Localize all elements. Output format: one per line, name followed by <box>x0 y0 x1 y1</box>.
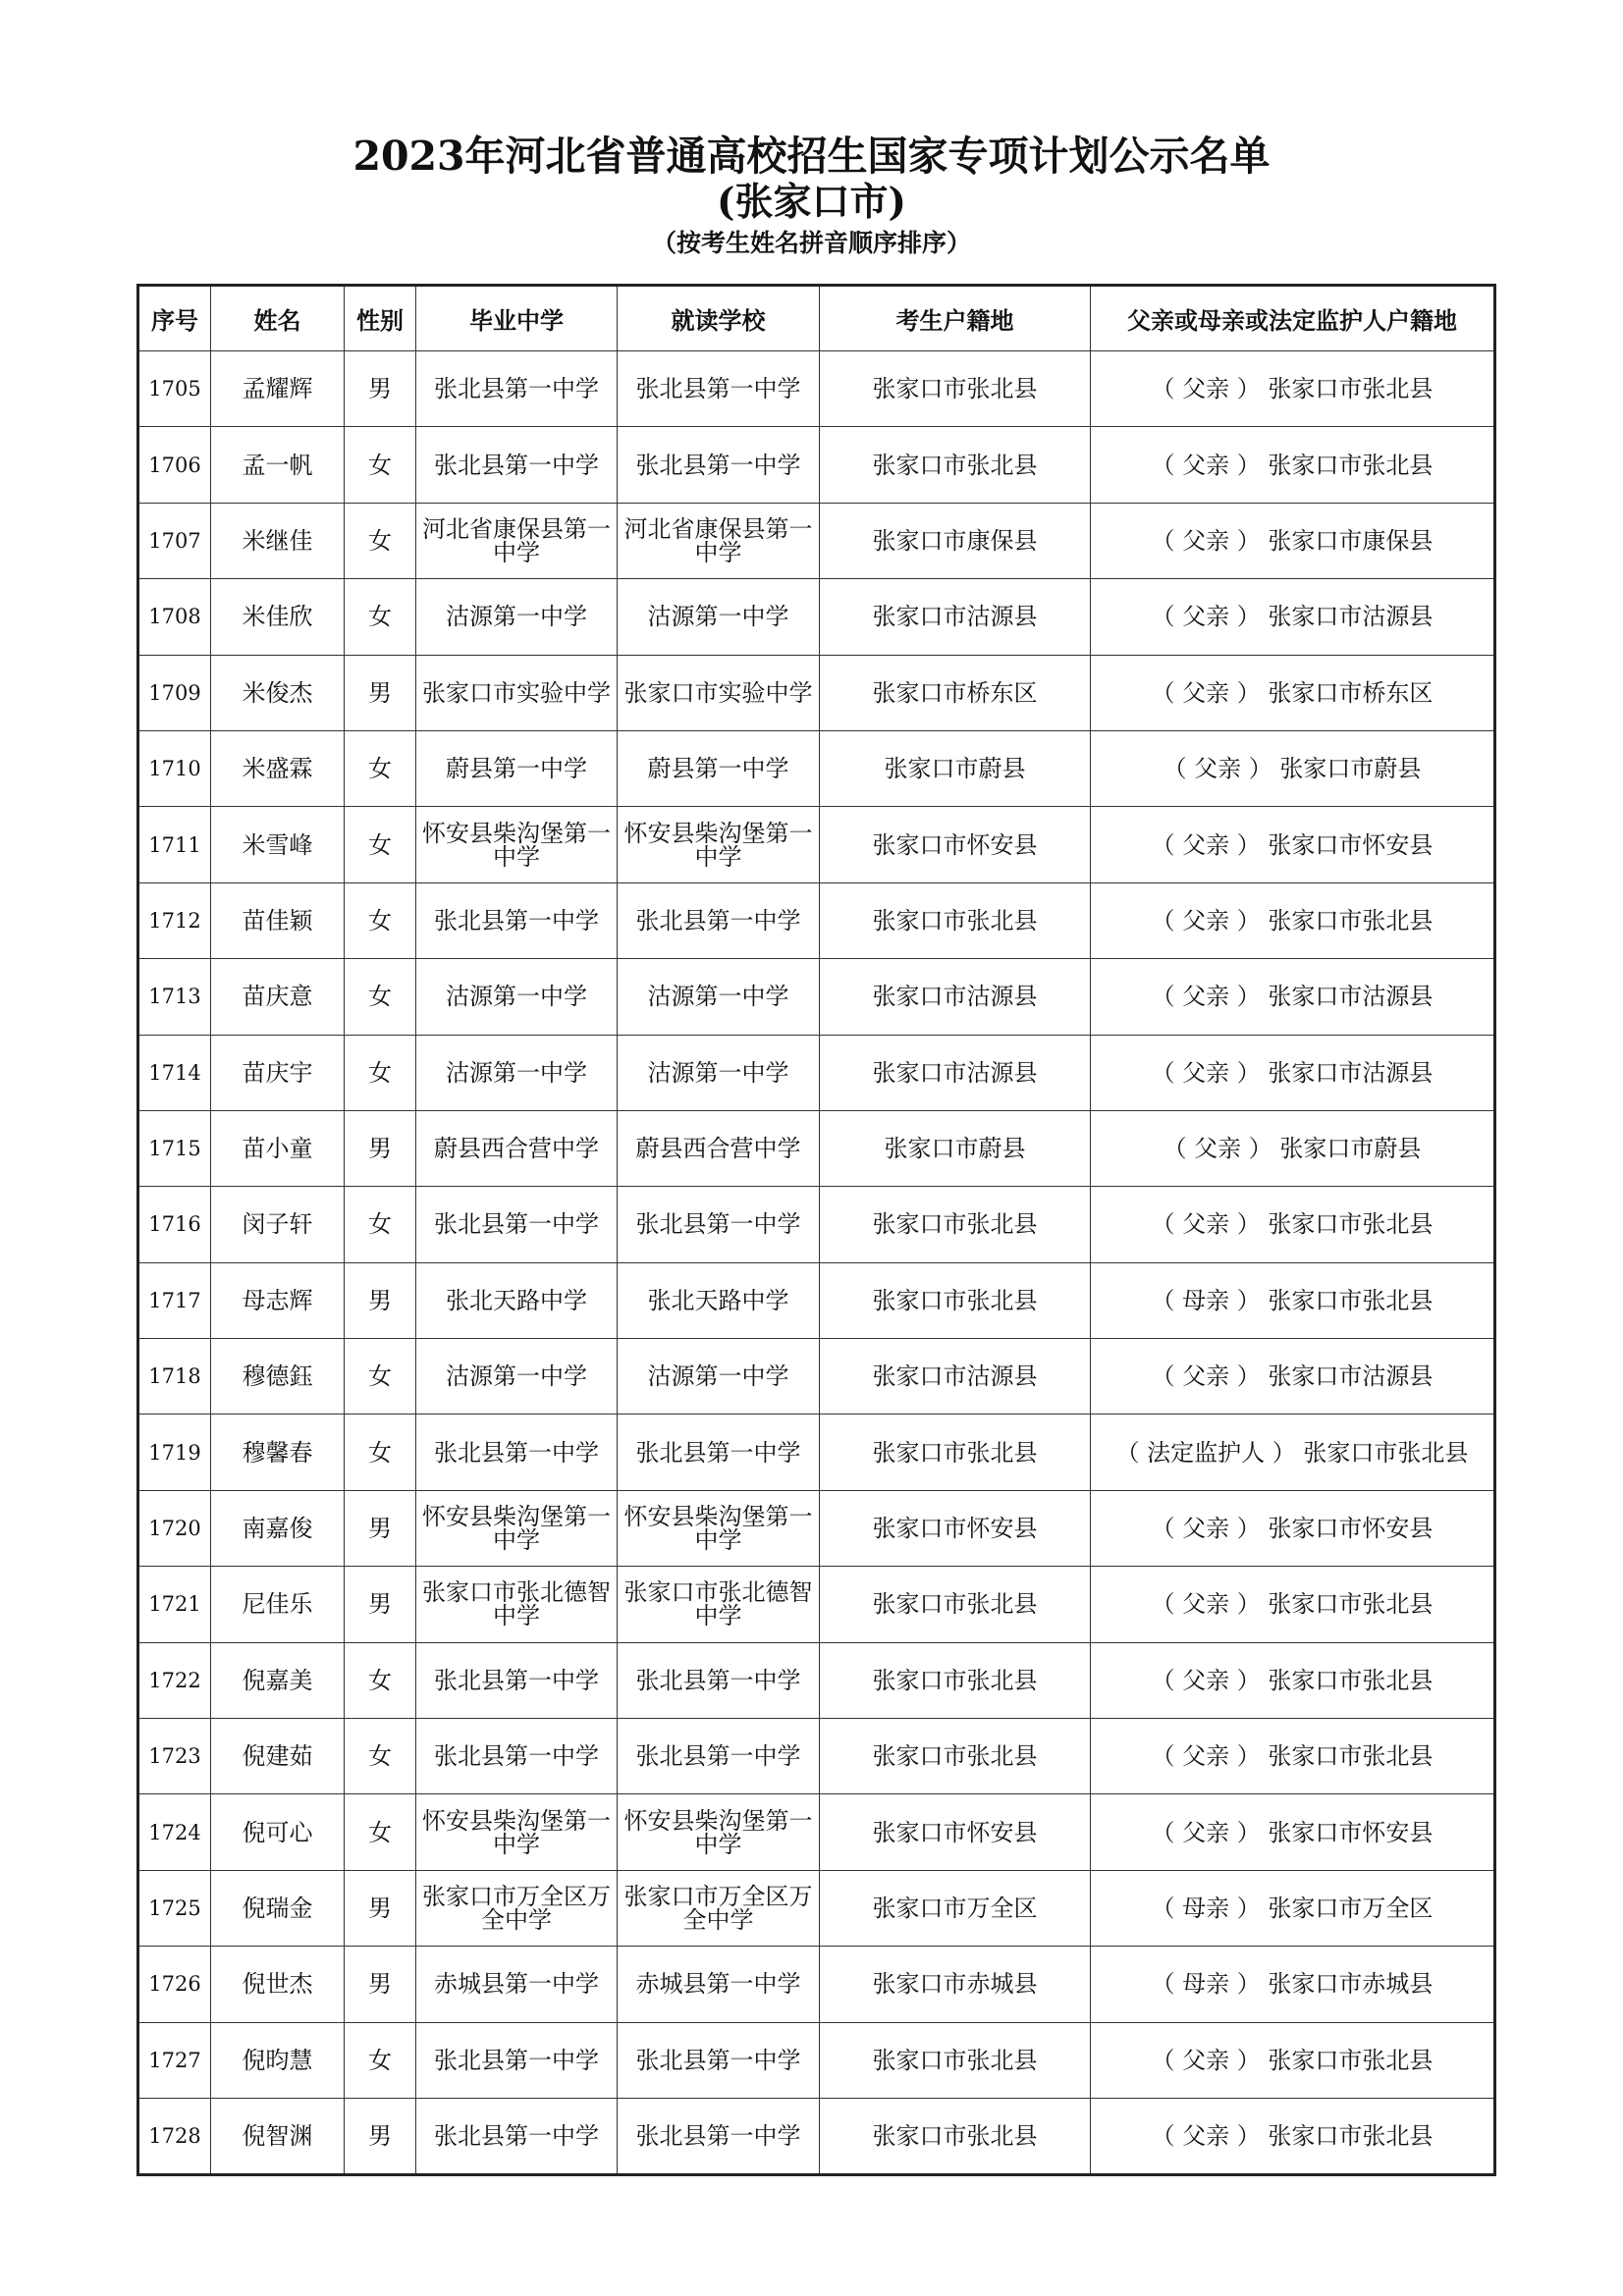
table-row <box>138 1870 1495 1946</box>
header-current-school: 就读学校 <box>618 286 820 351</box>
cell-guardian-hukou: （ 父亲 ） 张家口市张北县 <box>1091 2022 1495 2098</box>
cell-serial: 1710 <box>138 730 211 806</box>
cell-student-hukou: 张家口市赤城县 <box>820 1947 1091 2022</box>
cell-gender: 男 <box>345 2098 416 2174</box>
cell-student-hukou: 张家口市张北县 <box>820 351 1091 427</box>
cell-name: 苗佳颖 <box>211 882 345 958</box>
cell-name: 倪建茹 <box>211 1719 345 1794</box>
cell-graduated-school: 蔚县第一中学 <box>416 730 618 806</box>
cell-student-hukou: 张家口市蔚县 <box>820 730 1091 806</box>
cell-current-school: 张北县第一中学 <box>618 882 820 958</box>
cell-current-school: 赤城县第一中学 <box>618 1947 820 2022</box>
table-row <box>138 1719 1495 1794</box>
cell-serial: 1720 <box>138 1490 211 1566</box>
cell-guardian-hukou: （ 父亲 ） 张家口市张北县 <box>1091 882 1495 958</box>
cell-graduated-school: 张北县第一中学 <box>416 1719 618 1794</box>
cell-name: 倪昀慧 <box>211 2022 345 2098</box>
sort-note: （按考生姓名拼音顺序排序） <box>651 229 971 257</box>
cell-serial: 1716 <box>138 1187 211 1262</box>
header-serial: 序号 <box>138 286 211 351</box>
cell-graduated-school: 张北县第一中学 <box>416 1642 618 1718</box>
cell-gender: 女 <box>345 1794 416 1870</box>
cell-current-school: 张北天路中学 <box>618 1262 820 1338</box>
cell-serial: 1723 <box>138 1719 211 1794</box>
cell-name: 闵子轩 <box>211 1187 345 1262</box>
cell-student-hukou: 张家口市张北县 <box>820 427 1091 503</box>
cell-guardian-hukou: （ 父亲 ） 张家口市张北县 <box>1091 1187 1495 1262</box>
cell-graduated-school: 赤城县第一中学 <box>416 1947 618 2022</box>
cell-current-school: 怀安县柴沟堡第一中学 <box>618 807 820 882</box>
table-row <box>138 882 1495 958</box>
cell-serial: 1718 <box>138 1339 211 1415</box>
cell-gender: 女 <box>345 1187 416 1262</box>
cell-guardian-hukou: （ 父亲 ） 张家口市沽源县 <box>1091 959 1495 1035</box>
table-body <box>138 351 1495 2175</box>
cell-student-hukou: 张家口市沽源县 <box>820 579 1091 655</box>
cell-current-school: 蔚县西合营中学 <box>618 1110 820 1186</box>
table-row <box>138 1794 1495 1870</box>
cell-graduated-school: 张北县第一中学 <box>416 1187 618 1262</box>
table-row <box>138 2022 1495 2098</box>
table-row <box>138 959 1495 1035</box>
cell-serial: 1719 <box>138 1415 211 1490</box>
cell-gender: 女 <box>345 1415 416 1490</box>
cell-name: 孟耀辉 <box>211 351 345 427</box>
cell-graduated-school: 沽源第一中学 <box>416 1035 618 1110</box>
cell-student-hukou: 张家口市张北县 <box>820 1567 1091 1642</box>
cell-name: 穆馨春 <box>211 1415 345 1490</box>
cell-serial: 1713 <box>138 959 211 1035</box>
cell-student-hukou: 张家口市张北县 <box>820 1719 1091 1794</box>
cell-guardian-hukou: （ 父亲 ） 张家口市沽源县 <box>1091 1035 1495 1110</box>
cell-serial: 1709 <box>138 655 211 730</box>
cell-graduated-school: 张家口市实验中学 <box>416 655 618 730</box>
cell-serial: 1725 <box>138 1870 211 1946</box>
cell-serial: 1714 <box>138 1035 211 1110</box>
cell-gender: 男 <box>345 1567 416 1642</box>
cell-gender: 女 <box>345 1642 416 1718</box>
cell-guardian-hukou: （ 父亲 ） 张家口市张北县 <box>1091 2098 1495 2174</box>
cell-gender: 男 <box>345 655 416 730</box>
cell-serial: 1708 <box>138 579 211 655</box>
cell-name: 倪世杰 <box>211 1947 345 2022</box>
cell-name: 倪瑞金 <box>211 1870 345 1946</box>
cell-gender: 女 <box>345 427 416 503</box>
cell-guardian-hukou: （ 父亲 ） 张家口市怀安县 <box>1091 1490 1495 1566</box>
cell-graduated-school: 沽源第一中学 <box>416 579 618 655</box>
document-subtitle: (张家口市) <box>717 180 906 225</box>
cell-name: 南嘉俊 <box>211 1490 345 1566</box>
cell-gender: 男 <box>345 1262 416 1338</box>
cell-current-school: 沽源第一中学 <box>618 579 820 655</box>
cell-current-school: 张北县第一中学 <box>618 2098 820 2174</box>
cell-current-school: 沽源第一中学 <box>618 1339 820 1415</box>
cell-serial: 1722 <box>138 1642 211 1718</box>
table-row <box>138 1415 1495 1490</box>
cell-gender: 男 <box>345 1110 416 1186</box>
table-row <box>138 655 1495 730</box>
cell-gender: 女 <box>345 807 416 882</box>
cell-guardian-hukou: （ 父亲 ） 张家口市张北县 <box>1091 351 1495 427</box>
cell-current-school: 张家口市实验中学 <box>618 655 820 730</box>
cell-name: 苗庆意 <box>211 959 345 1035</box>
cell-graduated-school: 张家口市万全区万全中学 <box>416 1870 618 1946</box>
cell-gender: 男 <box>345 351 416 427</box>
cell-guardian-hukou: （ 母亲 ） 张家口市赤城县 <box>1091 1947 1495 2022</box>
cell-serial: 1711 <box>138 807 211 882</box>
cell-graduated-school: 怀安县柴沟堡第一中学 <box>416 1794 618 1870</box>
cell-gender: 女 <box>345 1339 416 1415</box>
table-row <box>138 1642 1495 1718</box>
table-row <box>138 351 1495 427</box>
cell-current-school: 张家口市万全区万全中学 <box>618 1870 820 1946</box>
cell-name: 孟一帆 <box>211 427 345 503</box>
cell-serial: 1727 <box>138 2022 211 2098</box>
table-row <box>138 1339 1495 1415</box>
table-row <box>138 1947 1495 2022</box>
cell-name: 母志辉 <box>211 1262 345 1338</box>
cell-student-hukou: 张家口市沽源县 <box>820 959 1091 1035</box>
cell-current-school: 张家口市张北德智中学 <box>618 1567 820 1642</box>
cell-gender: 男 <box>345 1490 416 1566</box>
cell-gender: 女 <box>345 882 416 958</box>
cell-guardian-hukou: （ 父亲 ） 张家口市张北县 <box>1091 1567 1495 1642</box>
cell-current-school: 张北县第一中学 <box>618 427 820 503</box>
cell-guardian-hukou: （ 父亲 ） 张家口市蔚县 <box>1091 730 1495 806</box>
cell-guardian-hukou: （ 父亲 ） 张家口市张北县 <box>1091 1719 1495 1794</box>
cell-student-hukou: 张家口市张北县 <box>820 2022 1091 2098</box>
cell-student-hukou: 张家口市怀安县 <box>820 1794 1091 1870</box>
table-row <box>138 503 1495 578</box>
cell-guardian-hukou: （ 父亲 ） 张家口市沽源县 <box>1091 1339 1495 1415</box>
cell-name: 米佳欣 <box>211 579 345 655</box>
table-row <box>138 2098 1495 2174</box>
cell-student-hukou: 张家口市张北县 <box>820 1187 1091 1262</box>
cell-current-school: 张北县第一中学 <box>618 1642 820 1718</box>
cell-name: 米继佳 <box>211 503 345 578</box>
cell-gender: 女 <box>345 730 416 806</box>
cell-gender: 女 <box>345 579 416 655</box>
cell-serial: 1721 <box>138 1567 211 1642</box>
cell-student-hukou: 张家口市怀安县 <box>820 1490 1091 1566</box>
table-row <box>138 579 1495 655</box>
cell-name: 苗小童 <box>211 1110 345 1186</box>
cell-student-hukou: 张家口市康保县 <box>820 503 1091 578</box>
cell-name: 米雪峰 <box>211 807 345 882</box>
cell-name: 倪可心 <box>211 1794 345 1870</box>
header-guardian-hukou: 父亲或母亲或法定监护人户籍地 <box>1091 286 1495 351</box>
cell-current-school: 张北县第一中学 <box>618 1719 820 1794</box>
cell-name: 米盛霖 <box>211 730 345 806</box>
cell-serial: 1712 <box>138 882 211 958</box>
cell-graduated-school: 张家口市张北德智中学 <box>416 1567 618 1642</box>
cell-gender: 男 <box>345 1947 416 2022</box>
cell-serial: 1715 <box>138 1110 211 1186</box>
cell-student-hukou: 张家口市桥东区 <box>820 655 1091 730</box>
cell-serial: 1717 <box>138 1262 211 1338</box>
cell-current-school: 张北县第一中学 <box>618 1187 820 1262</box>
table-row <box>138 1187 1495 1262</box>
cell-guardian-hukou: （ 父亲 ） 张家口市沽源县 <box>1091 579 1495 655</box>
cell-student-hukou: 张家口市张北县 <box>820 2098 1091 2174</box>
cell-graduated-school: 张北县第一中学 <box>416 351 618 427</box>
table-row <box>138 1110 1495 1186</box>
cell-student-hukou: 张家口市怀安县 <box>820 807 1091 882</box>
cell-name: 苗庆宇 <box>211 1035 345 1110</box>
cell-guardian-hukou: （ 父亲 ） 张家口市蔚县 <box>1091 1110 1495 1186</box>
cell-graduated-school: 张北天路中学 <box>416 1262 618 1338</box>
cell-serial: 1705 <box>138 351 211 427</box>
cell-gender: 男 <box>345 1870 416 1946</box>
header-student-hukou: 考生户籍地 <box>820 286 1091 351</box>
table-row <box>138 427 1495 503</box>
cell-current-school: 张北县第一中学 <box>618 351 820 427</box>
cell-name: 米俊杰 <box>211 655 345 730</box>
cell-current-school: 张北县第一中学 <box>618 1415 820 1490</box>
cell-gender: 女 <box>345 2022 416 2098</box>
cell-student-hukou: 张家口市张北县 <box>820 1415 1091 1490</box>
table-row <box>138 730 1495 806</box>
cell-guardian-hukou: （ 母亲 ） 张家口市张北县 <box>1091 1262 1495 1338</box>
roster-table <box>136 284 1496 2176</box>
cell-name: 尼佳乐 <box>211 1567 345 1642</box>
header-graduated-school: 毕业中学 <box>416 286 618 351</box>
cell-current-school: 蔚县第一中学 <box>618 730 820 806</box>
cell-graduated-school: 沽源第一中学 <box>416 959 618 1035</box>
cell-serial: 1726 <box>138 1947 211 2022</box>
cell-graduated-school: 张北县第一中学 <box>416 2022 618 2098</box>
cell-serial: 1707 <box>138 503 211 578</box>
cell-guardian-hukou: （ 父亲 ） 张家口市桥东区 <box>1091 655 1495 730</box>
table-row <box>138 1035 1495 1110</box>
cell-current-school: 河北省康保县第一中学 <box>618 503 820 578</box>
cell-student-hukou: 张家口市沽源县 <box>820 1035 1091 1110</box>
cell-student-hukou: 张家口市万全区 <box>820 1870 1091 1946</box>
cell-graduated-school: 张北县第一中学 <box>416 427 618 503</box>
cell-current-school: 怀安县柴沟堡第一中学 <box>618 1794 820 1870</box>
cell-guardian-hukou: （ 父亲 ） 张家口市张北县 <box>1091 1642 1495 1718</box>
cell-student-hukou: 张家口市张北县 <box>820 1642 1091 1718</box>
table-row <box>138 1490 1495 1566</box>
cell-guardian-hukou: （ 父亲 ） 张家口市怀安县 <box>1091 1794 1495 1870</box>
cell-graduated-school: 张北县第一中学 <box>416 1415 618 1490</box>
cell-serial: 1706 <box>138 427 211 503</box>
cell-graduated-school: 蔚县西合营中学 <box>416 1110 618 1186</box>
header-name: 姓名 <box>211 286 345 351</box>
cell-name: 倪智渊 <box>211 2098 345 2174</box>
header-gender: 性别 <box>345 286 416 351</box>
cell-graduated-school: 张北县第一中学 <box>416 882 618 958</box>
cell-serial: 1728 <box>138 2098 211 2174</box>
cell-serial: 1724 <box>138 1794 211 1870</box>
header-row <box>138 286 1495 351</box>
cell-guardian-hukou: （ 父亲 ） 张家口市怀安县 <box>1091 807 1495 882</box>
cell-graduated-school: 张北县第一中学 <box>416 2098 618 2174</box>
document-title: 2023年河北省普通高校招生国家专项计划公示名单 <box>352 133 1271 180</box>
cell-current-school: 沽源第一中学 <box>618 959 820 1035</box>
cell-current-school: 张北县第一中学 <box>618 2022 820 2098</box>
cell-graduated-school: 怀安县柴沟堡第一中学 <box>416 1490 618 1566</box>
cell-gender: 女 <box>345 1035 416 1110</box>
cell-graduated-school: 怀安县柴沟堡第一中学 <box>416 807 618 882</box>
cell-student-hukou: 张家口市沽源县 <box>820 1339 1091 1415</box>
cell-guardian-hukou: （ 母亲 ） 张家口市万全区 <box>1091 1870 1495 1946</box>
table-row <box>138 807 1495 882</box>
cell-guardian-hukou: （ 法定监护人 ） 张家口市张北县 <box>1091 1415 1495 1490</box>
cell-graduated-school: 沽源第一中学 <box>416 1339 618 1415</box>
cell-student-hukou: 张家口市张北县 <box>820 1262 1091 1338</box>
cell-name: 穆德鈺 <box>211 1339 345 1415</box>
cell-gender: 女 <box>345 503 416 578</box>
table-row <box>138 1567 1495 1642</box>
cell-current-school: 沽源第一中学 <box>618 1035 820 1110</box>
cell-gender: 女 <box>345 959 416 1035</box>
cell-guardian-hukou: （ 父亲 ） 张家口市张北县 <box>1091 427 1495 503</box>
cell-guardian-hukou: （ 父亲 ） 张家口市康保县 <box>1091 503 1495 578</box>
cell-current-school: 怀安县柴沟堡第一中学 <box>618 1490 820 1566</box>
cell-gender: 女 <box>345 1719 416 1794</box>
cell-student-hukou: 张家口市蔚县 <box>820 1110 1091 1186</box>
cell-student-hukou: 张家口市张北县 <box>820 882 1091 958</box>
cell-name: 倪嘉美 <box>211 1642 345 1718</box>
cell-graduated-school: 河北省康保县第一中学 <box>416 503 618 578</box>
table-row <box>138 1262 1495 1338</box>
